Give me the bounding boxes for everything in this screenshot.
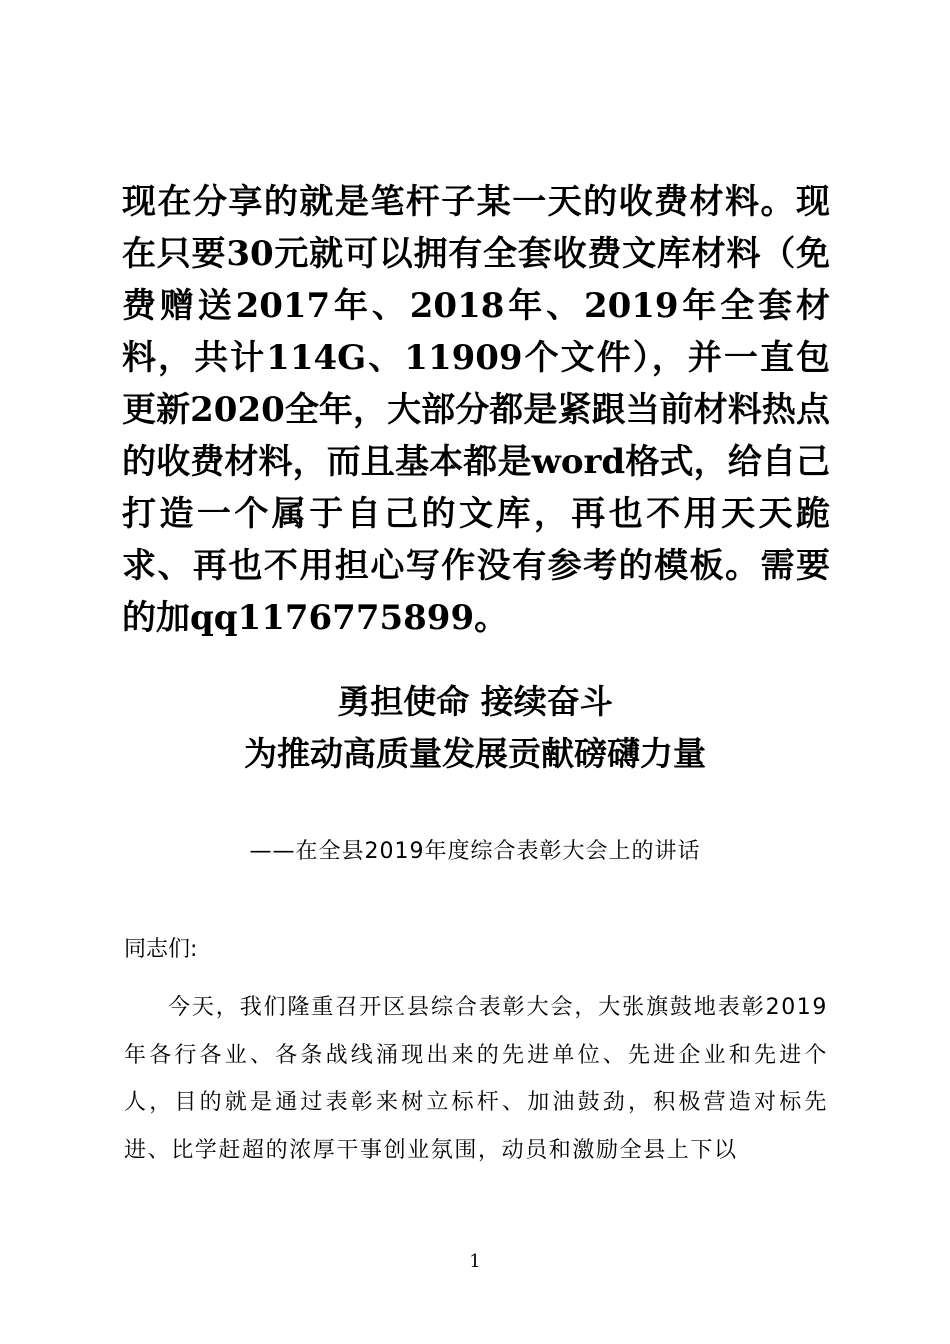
salutation: 同志们: <box>124 937 198 962</box>
title-line-2: 为推动高质量发展贡献磅礴力量 <box>244 734 706 773</box>
speech-subtitle: ——在全县2019年度综合表彰大会上的讲话 <box>249 839 701 864</box>
promo-paragraph: 现在分享的就是笔杆子某一天的收费材料。现在只要30元就可以拥有全套收费文库材料（免费赠送2017年、2018年、2019年全套材料，共计114G、11909个文件），并一直包更新2020全年，大部分都是紧跟当前材料热点的收费材料，而且基本都是word格式，给自己打造一个属于自己的文库，再也不用天天跪求、再也不用担心写作没有参考的模板。需要的加qq1176775899。 <box>122 182 830 638</box>
page-number: 1 <box>469 1251 481 1272</box>
body-paragraph: 今天，我们隆重召开区县综合表彰大会，大张旗鼓地表彰2019年各行各业、各条战线涌现出来的先进单位、先进企业和先进个人，目的就是通过表彰来树立标杆、加油鼓劲，积极营造对标先进、比学赶超的浓厚干事创业氛围，动员和激励全县上下以 <box>124 995 828 1163</box>
title-line-1: 勇担使命 接续奋斗 <box>337 682 613 721</box>
speech-title <box>0 676 950 780</box>
